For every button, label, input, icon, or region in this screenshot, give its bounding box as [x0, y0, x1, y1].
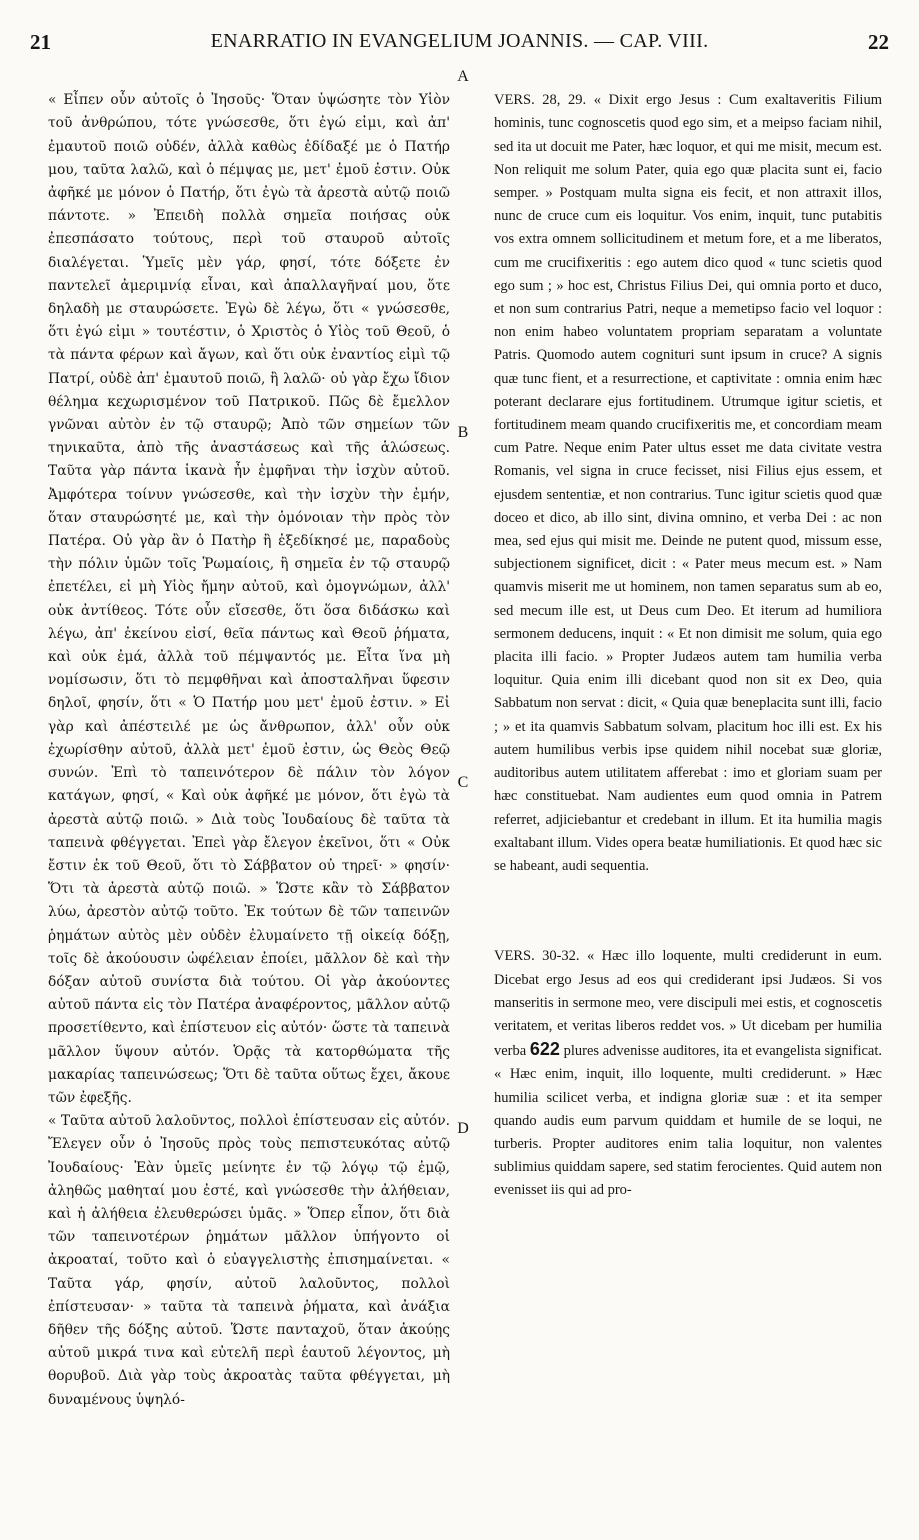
page-number-left: 21 [30, 30, 51, 54]
latin-paragraph-2-part-a: VERS. 30-32. « Hæc illo loquente, multi crediderunt in eum. Dicebat ergo Jesus ad eos qui crediderant ipsi Judæos. Si vos manseritis in sermone meo, vere discipuli mei estis, et cognoscetis veritatem, et veritas liberos reddet vos. » Ut dicebam per humilia verba [494, 948, 882, 1060]
margin-marker-b: B [457, 424, 469, 441]
margin-marker-d: D [457, 1120, 469, 1137]
margin-marker-c: C [457, 774, 469, 791]
greek-text: « Εἶπεν οὖν αὐτοῖς ὁ Ἰησοῦς· Ὅταν ὑψώσητε τὸν Υἱὸν τοῦ ἀνθρώπου, τότε γνώσεσθε, ὅτι ἐγώ εἰμι, καὶ ἀπ' ἐμαυτοῦ ποιῶ οὐδέν, ἀλλὰ καθὼς ἐδίδαξέ με ὁ Πατήρ μου, ταῦτα λαλῶ, καὶ ὁ πέμψας με, μετ' ἐμοῦ ἐστιν. Οὐκ ἀφῆκέ με μόνον ὁ Πατήρ, ὅτι ἐγὼ τὰ ἀρεστὰ αὐτῷ ποιῶ πάντοτε. » Ἐπειδὴ πολλὰ σημεῖα ποιήσας οὐκ ἐπεσπάσατο τούτους, περὶ τοῦ σταυροῦ αὐτοῖς διαλέγεται. Ὑμεῖς μὲν γάρ, φησί, τότε δόξετε ἐν παντελεῖ ἀμεριμνίᾳ εἶναι, καὶ ἀπαλλαγῆναί μου, ὅτε δηλαδὴ με σταυρώσετε. Ἐγὼ δὲ λέγω, ὅτι « γνώσεσθε, ὅτι ἐγώ εἰμι » τουτέστιν, ὁ Χριστὸς ὁ Υἱὸς τοῦ Θεοῦ, ὁ τὰ πάντα φέρων καὶ ἄγων, καὶ ὅτι οὐκ ἐναντίος εἰμὶ τῷ Πατρί, οὐδὲ ἀπ' ἐμαυτοῦ ποιῶ, ἢ λαλῶ· οὐ γὰρ ἔχω ἴδιον θέλημα κεχωρισμένον τοῦ Πατρικοῦ. Πῶς δὲ ἔμελλον γνῶναι αὐτὸν ἐν τῷ σταυρῷ; Ἀπὸ τῶν σημείων τῶν τηνικαῦτα, ἀπὸ τῆς ἀναστάσεως καὶ τῆς ἁλώσεως. Ταῦτα γὰρ πάντα ἱκανὰ ἦν ἐμφῆναι τὴν ἰσχὺν αὐτοῦ. Ἀμφότερα τοίνυν γνώσεσθε, καὶ τὴν ἰσχὺν τὴν ἐμήν, ὅταν σταυρώσητέ με, καὶ τὴν ὁμόνοιαν τὴν πρὸς τὸν Πατέρα. Οὐ γὰρ ἂν ὁ Πατὴρ ἢ ἐξεδίκησέ με, παραδοὺς τὴν πόλιν ὑμῶν τοῖς Ῥωμαίοις, ἢ σημεῖα ἐν τῷ σταυρῷ ἐπετέλει, εἰ μὴ Υἱὸς ἤμην αὐτοῦ, καὶ ὁμογνώμων, ἀλλ' οὐκ ἀντίθεος. Τότε οὖν εἴσεσθε, ὅτι ὅσα διδάσκω καὶ λέγω, ἀπ' ἐκείνου εἰσί, θεῖα πάντως καὶ Θεοῦ ῥήματα, καὶ οὐκ ἐμά, ἀλλὰ τοῦ πέμψαντός με. Εἶτα ἵνα μὴ νομίσωσιν, ὅτι τὸ πεμφθῆναι καὶ ἀποσταλῆναι ὕφεσιν δηλοῖ, φησίν, ὅτι « Ὁ Πατήρ μου μετ' ἐμοῦ ἐστιν. » Εἰ γὰρ καὶ ἀπέστειλέ με ὡς ἄνθρωπον, ἀλλ' οὖν οὐκ ἐχωρίσθην αὐτοῦ, ἀλλὰ μετ' ἐμοῦ ἐστιν, ὡς Θεὸς Θεῷ συνών. Ἐπὶ τὸ ταπεινότερον δὲ πάλιν τὸν λόγον κατάγων, φησί, « Καὶ οὐκ ἀφῆκέ με μόνον, ὅτι ἐγὼ τὰ ἀρεστὰ αὐτῷ ποιῶ. » Διὰ τοὺς Ἰουδαίους δὲ ταῦτα τὰ ταπεινὰ φθέγγεται. Ἐπεὶ γὰρ ἔλεγον ἐκεῖνοι, ὅτι « Οὐκ ἔστιν ἐκ τοῦ Θεοῦ, ὅτι τὸ Σάββατον οὐ τηρεῖ· » φησίν· Ὅτι τὰ ἀρεστὰ αὐτῷ ποιῶ. » Ὥστε κἂν τὸ Σάββατον λύω, ἀρεστὸν αὐτῷ τοῦτο. Ἐκ τούτων δὲ τῶν ταπεινῶν ῥημάτων αὐτὸς μὲν οὐδὲν ἐλυμαίνετο τῇ οἰκείᾳ δόξῃ, τοῖς δὲ ἀκούουσιν ὠφέλειαν ἐποίει, μᾶλλον δὲ καὶ τὴν δόξαν αὐτοῦ συνίστα διὰ τούτου. Οἱ γὰρ ἀκούοντες αὐτοῦ πάντα εἰς τὸν Πατέρα ἀναφέροντος, μᾶλλον αὐτῷ προσετίθεντο, καὶ ἐπίστευον εἰς αὐτόν· ὥστε τὰ ταπεινὰ μᾶλλον ὕψουν αὐτόν. Ὁρᾷς τὰ κατορθώματα τῆς μακαρίας ταπεινώσεως; Ὅτι δὲ ταῦτα οὕτως ἔχει, ἄκουε τῶν ἐφεξῆς. « Ταῦτα αὐτοῦ λαλοῦντος, πολλοὶ ἐπίστευσαν εἰς αὐτόν. Ἔλεγεν οὖν ὁ Ἰησοῦς πρὸς τοὺς πεπιστευκότας αὐτῷ Ἰουδαίους· Ἐὰν ὑμεῖς μείνητε ἐν τῷ λόγῳ τῷ ἐμῷ, ἀληθῶς μαθηταί μου ἐστέ, καὶ γνώσεσθε τὴν ἀλήθειαν, καὶ ἡ ἀλήθεια ἐλευθερώσει ὑμᾶς. » Ὅπερ εἶπον, ὅτι διὰ τῶν ταπεινοτέρων ῥημάτων μᾶλλον ὑπήγοντο οἱ ἀκροαταί, τοῦτο καὶ ὁ εὐαγγελιστὴς ἐπισημαίνεται. « Ταῦτα γάρ, φησίν, αὐτοῦ λαλοῦντος, πολλοὶ ἐπίστευσαν· » ταῦτα τὰ ταπεινὰ ῥήματα, καὶ ἀνάξια δῆθεν τῆς δόξης αὐτοῦ. Ὥστε πανταχοῦ, ὅταν ἀκούῃς αὐτοῦ μικρά τινα καὶ εὐτελῆ περὶ ἑαυτοῦ λέγοντος, μὴ θορυβοῦ. Διὰ γὰρ τοὺς ἀκροατὰς ταῦτα φθέγγεται, μὴ δυναμένους ὑψηλό- [48, 92, 450, 1408]
latin-paragraph-2-part-b: plures advenisse auditores, ita et evangelista significat. « Hæc enim, inquit, illo loquente, multi crediderunt. » Hæc humilia scilicet verba, et indigna gloriæ suæ : et ita semper quando audis eum parvum quiddam et humile de se loqui, ne turberis. Propter auditores enim talia loquitur, non valentes sublimius quiddam sapere, sed statim ferocientes. Quid autem non evenisset iis qui ad pro- [494, 1043, 882, 1199]
page-number-right: 22 [868, 30, 889, 54]
margin-marker-a: A [457, 68, 469, 85]
greek-column [48, 66, 450, 1526]
page-header [30, 30, 889, 58]
latin-column [494, 66, 882, 1526]
inline-page-number: 622 [529, 1039, 560, 1060]
running-title: ENARRATIO IN EVANGELIUM JOANNIS. — CAP. VIII. [210, 30, 709, 52]
latin-paragraph-2 [494, 945, 882, 1202]
latin-paragraph-1: VERS. 28, 29. « Dixit ergo Jesus : Cum exaltaveritis Filium hominis, tunc cognoscetis quod ego sim, et a meipso faciam nihil, sed ita ut docuit me Pater, hæc loquor, et qui me misit, mecum est. Non reliquit me solum Pater, quia ego quæ placita sunt ei, facio semper. » Postquam multa signa eis fecit, et non attraxit illos, nunc de cruce cum eis loquitur. Vos enim, inquit, tunc putabitis vos extra omnem sollicitudinem et metum fore, et a me liberatos, cum me crucifixeritis : ego autem dico quod « tunc scietis quod ego sum ; » hoc est, Christus Filius Dei, qui omnia porto et duco, et non sum contrarius Patri, neque a memetipso facio vel loquor : non enim habeo voluntatem propriam separatam a voluntate Patris. Quomodo autem cognituri sunt ipsum in cruce? A signis quæ tunc fient, et a resurrectione, et captivitate : omnia enim hæc poterant declarare ejus fortitudinem. Utrumque igitur scietis, et fortitudinem meam quando crucifixeritis me, et concordiam meam cum Patre. Neque enim Pater ultus esset me data civitate vestra Romanis, vel signa in cruce fecisset, nisi Filius ejus essem, et ejusdem sententiæ, et non contrarius. Tunc igitur scietis quod quæ doceo et dico, ab illo sint, divina omnino, et verba Dei : ac non mea, sed ejus qui misit me. Deinde ne putent quod, missum esse, subjectionem significet, dicit : « Pater meus mecum est. » Nam quamvis miserit me ut hominem, non tamen separatus sum ab eo, sed mecum ille est, ut Deus cum Deo. Et iterum ad humiliora sermonem deducens, inquit : « Et non dimisit me solum, quia ego placita illi facio. » Propter Judæos autem tam humilia verba loquitur. Quia enim illi dicebant quod non sit ex Deo, quia Sabbatum non servat : dicit, « Quia quæ beneplacita sunt illi, facio ; » et ita quamvis Sabbatum solvam, placitum hoc illi est. Ex his autem humilibus verbis ipse quidem nihil nocebat suæ gloriæ, auditoribus autem utilitatem afferebat : imo et gloriam suam per hæc constituebat. Nam audientes eum quod omnia in Patrem referret, adjiciebantur et credebant in illum. Et ita humilia magis exaltabant illum. Vides opera beatæ humiliationis. Et quod hæc sic se habeant, audi sequentia. [494, 92, 882, 874]
